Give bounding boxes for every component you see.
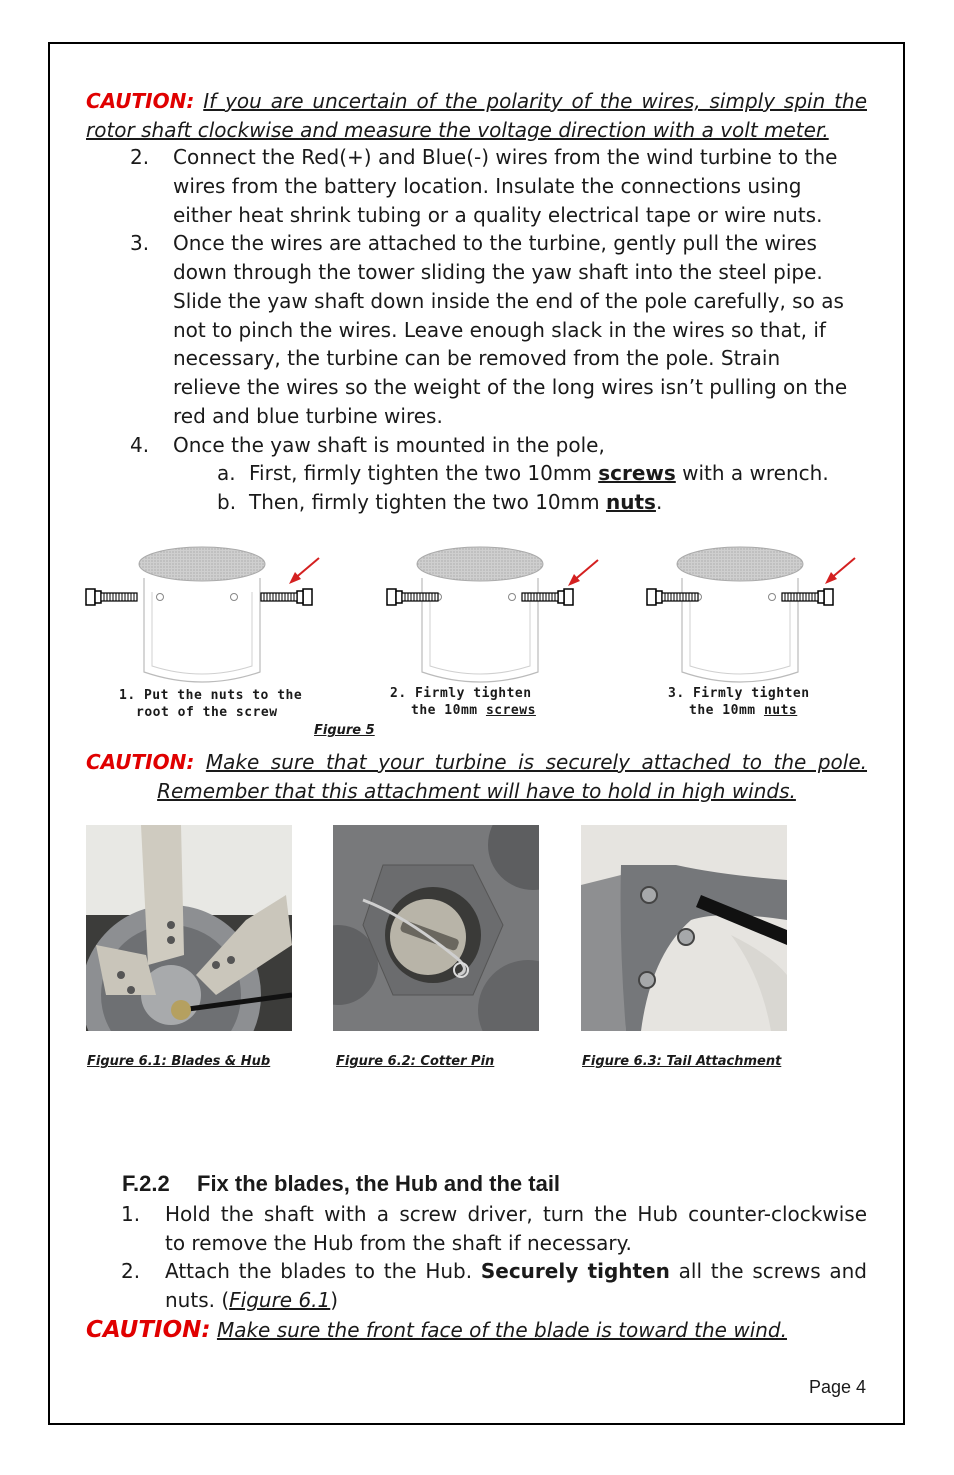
item-2-post: ) [330, 1288, 339, 1312]
item-1-line: Hold the shaft with a screw driver, turn the Hub counter-clockwise [165, 1202, 867, 1226]
substep-b [249, 488, 662, 517]
item-2-text: nuts. ( [165, 1288, 230, 1312]
substep-letter: a. [217, 461, 236, 485]
caution-text: If you are uncertain of the polarity of the wires, simply spin the [203, 89, 867, 113]
caption-line [689, 703, 810, 718]
figure-6-1-caption: Figure 6.1: Blades & Hub [87, 1054, 271, 1069]
figure-5-caption-2 [390, 686, 536, 718]
caption-line: 1. Put the nuts to the [119, 688, 303, 703]
step-3-line: not to pinch the wires. Leave enough slack in the wires so that, if [173, 318, 826, 342]
caution-label: CAUTION: [86, 89, 195, 113]
substep-a-bold: screws [598, 461, 676, 485]
figure-6-2-caption: Figure 6.2: Cotter Pin [336, 1054, 495, 1069]
step-3-line: relieve the wires so the weight of the long wires isn’t pulling on the [173, 375, 848, 399]
section-title: Fix the blades, the Hub and the tail [197, 1171, 561, 1196]
step-3-line: down through the tower sliding the yaw shaft into the steel pipe. [173, 260, 823, 284]
caption-text: the 10mm [411, 703, 486, 718]
tail-attachment-photo [581, 825, 787, 1031]
step-3-line: necessary, the turbine can be removed from the pole. Strain [173, 346, 781, 370]
figure-5-caption-3 [668, 686, 810, 718]
step-3-line: Once the wires are attached to the turbine, gently pull the wires [173, 231, 817, 255]
substep-a-text: First, firmly tighten the two 10mm [249, 461, 599, 485]
figure-5-caption-1 [119, 688, 302, 720]
substep-b-post: . [655, 490, 663, 514]
step-2-line: wires from the battery location. Insulate the connections using [173, 174, 802, 198]
caution-line-1 [86, 748, 867, 777]
step-number: 2. [130, 145, 150, 169]
figure-6-1-link[interactable]: Figure 6.1 [229, 1288, 331, 1312]
caption-underlined: screws [485, 703, 536, 718]
caption-line: root of the screw [136, 705, 278, 720]
item-number: 2. [121, 1259, 141, 1283]
item-2-text: Attach the blades to the Hub. [165, 1259, 481, 1283]
figure-6-3-caption: Figure 6.3: Tail Attachment [582, 1054, 782, 1069]
caution-text: Remember that this attachment will have to hold in high winds. [157, 779, 796, 803]
caution-line-2 [86, 777, 867, 806]
caution-text: Make sure the front face of the blade is toward the wind. [216, 1318, 787, 1342]
caution-line-2 [86, 116, 829, 145]
item-1-line: to remove the Hub from the shaft if necessary. [165, 1231, 632, 1255]
substep-a-post: with a wrench. [675, 461, 829, 485]
substep-letter: b. [217, 490, 237, 514]
step-2-line: Connect the Red(+) and Blue(-) wires from the wind turbine to the [173, 145, 838, 169]
step-number: 3. [130, 231, 150, 255]
caution-label: CAUTION: [86, 750, 195, 774]
caption-line: 3. Firmly tighten [668, 686, 810, 701]
page-number: Page 4 [809, 1377, 867, 1397]
cotter-pin-photo [333, 825, 539, 1031]
section-number: F.2.2 [122, 1171, 170, 1196]
substep-a [249, 459, 829, 488]
caution-label: CAUTION: [86, 1317, 211, 1343]
step-3-line: Slide the yaw shaft down inside the end of the pole carefully, so as [173, 289, 844, 313]
item-number: 1. [121, 1202, 141, 1226]
caption-underlined: nuts [763, 703, 798, 718]
caution-text: Make sure that your turbine is securely attached to the pole. [205, 750, 868, 774]
item-2-post: all the screws and [669, 1259, 868, 1283]
caution-line-1 [86, 87, 867, 116]
step-number: 4. [130, 433, 150, 457]
item-2-line [165, 1257, 867, 1286]
step-3-line: red and blue turbine wires. [173, 404, 443, 428]
figure-5-label: Figure 5 [314, 723, 375, 738]
step-2-line: either heat shrink tubing or a quality electrical tape or wire nuts. [173, 203, 823, 227]
step-4-line: Once the yaw shaft is mounted in the pole, [173, 433, 605, 457]
caption-text: the 10mm [689, 703, 764, 718]
caption-line: 2. Firmly tighten [390, 686, 532, 701]
caution-text: rotor shaft clockwise and measure the voltage direction with a volt meter. [86, 118, 829, 142]
item-2-line [165, 1286, 338, 1315]
item-2-bold: Securely tighten [480, 1259, 670, 1283]
caption-line [411, 703, 536, 718]
substep-b-bold: nuts [605, 490, 656, 514]
caution-line [86, 1316, 787, 1345]
blades-hub-photo [86, 825, 292, 1031]
substep-b-text: Then, firmly tighten the two 10mm [249, 490, 606, 514]
